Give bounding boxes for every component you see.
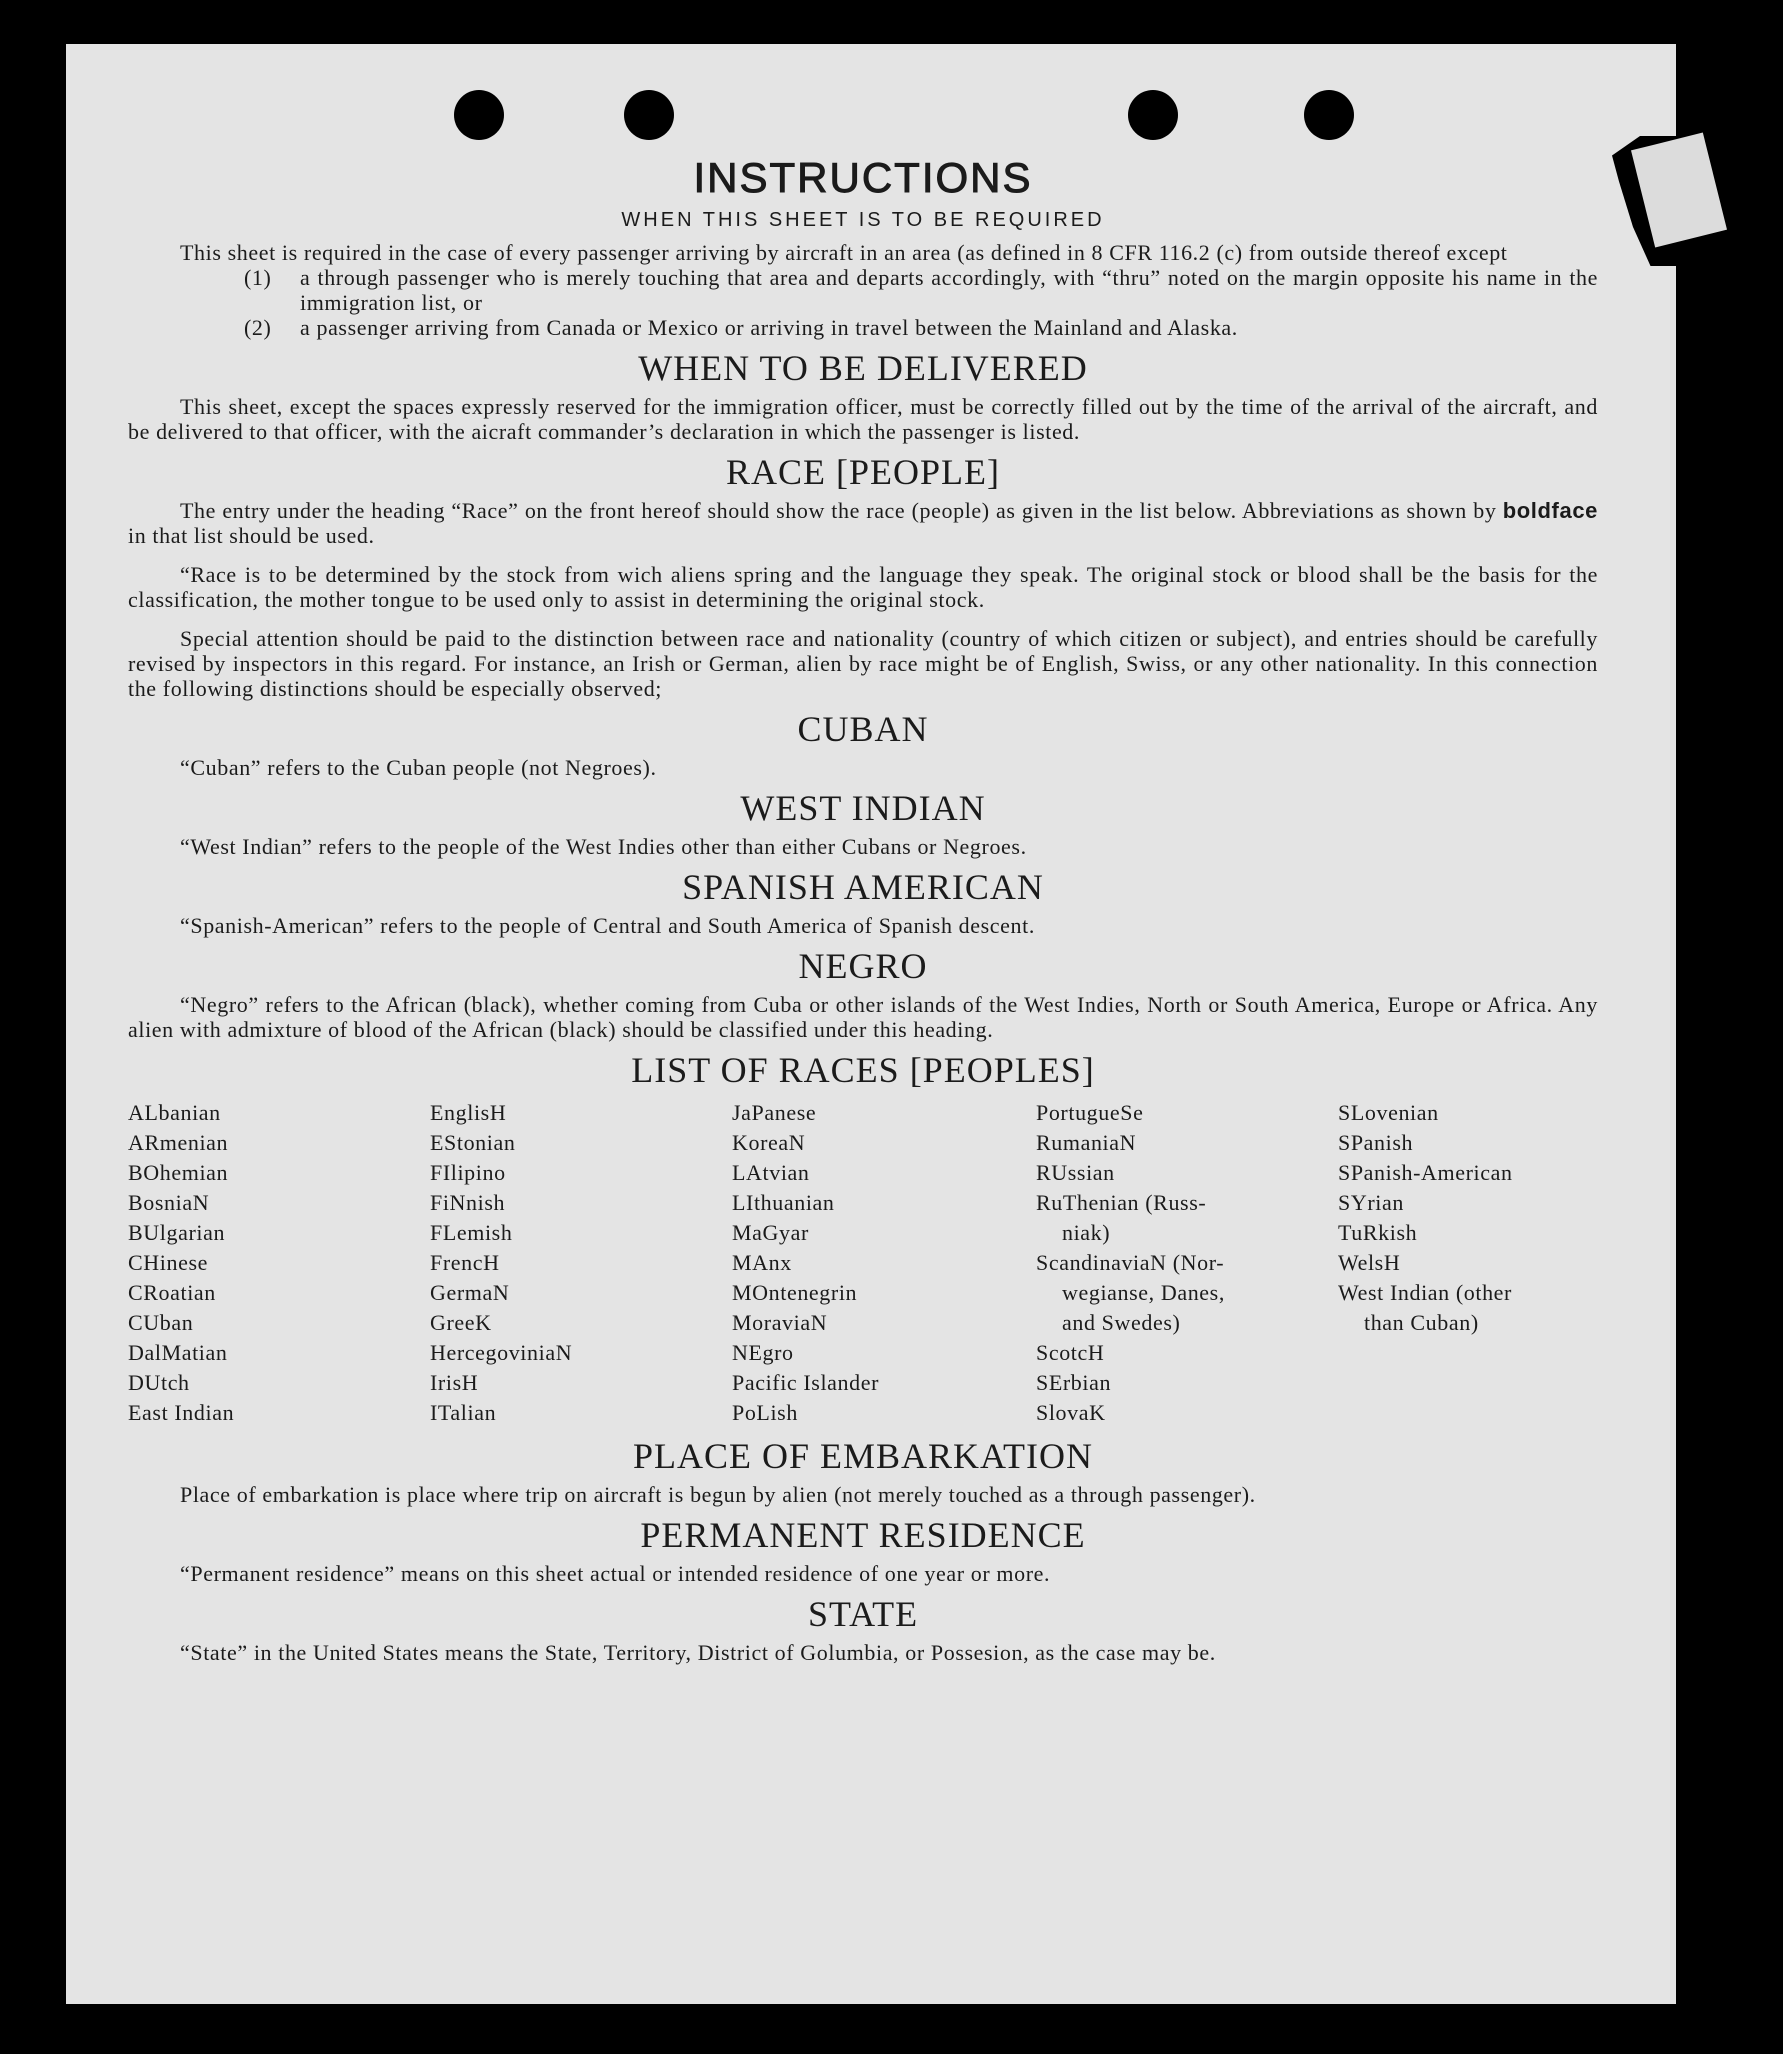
race-entry: niak) xyxy=(1062,1220,1111,1245)
race-entry: RumaniaN xyxy=(1036,1130,1137,1155)
race-column xyxy=(732,1098,1036,1428)
exception-item xyxy=(128,265,1598,315)
race-entry: DUtch xyxy=(128,1370,190,1395)
race-entry: TuRkish xyxy=(1338,1220,1418,1245)
section-heading-state: STATE xyxy=(807,1594,919,1634)
race-entry: JaPanese xyxy=(732,1100,817,1125)
punch-hole xyxy=(1304,90,1354,140)
race-entry: BUlgarian xyxy=(128,1220,226,1245)
west-indian-paragraph: “West Indian” refers to the people of the West Indies other than either Cubans or Negroes. xyxy=(180,834,1027,859)
page-title: INSTRUCTIONS xyxy=(693,154,1033,201)
section-heading-list-of-races: LIST OF RACES [PEOPLES] xyxy=(631,1050,1095,1090)
race-entry: ITalian xyxy=(430,1400,497,1425)
race-entry: ScotcH xyxy=(1036,1340,1105,1365)
race-paragraph-3: Special attention should be paid to the distinction between race and nationality (country of which citizen or subject), and entries should be carefully revised by inspectors in this regard. For instance, an Irish or German, alien by race might be of English, Swiss, or any other nationality. In this connection the following distinctions should be especially observed; xyxy=(128,626,1598,701)
subtitle: WHEN THIS SHEET IS TO BE REQUIRED xyxy=(621,209,1105,231)
race-entry: MaGyar xyxy=(732,1220,809,1245)
negro-paragraph: “Negro” refers to the African (black), whether coming from Cuba or other islands of the West Indies, North or South America, Europe or Africa. Any alien with admixture of blood of the African (black) should be classified under this heading. xyxy=(128,992,1598,1042)
section-heading-spanish-american: SPANISH AMERICAN xyxy=(682,867,1044,907)
cuban-paragraph: “Cuban” refers to the Cuban people (not Negroes). xyxy=(180,755,657,780)
race-entry: PoLish xyxy=(732,1400,798,1425)
race-entry: SYrian xyxy=(1338,1190,1404,1215)
race-entry: RUssian xyxy=(1036,1160,1115,1185)
race-entry: SlovaK xyxy=(1036,1400,1106,1425)
race-entry: KoreaN xyxy=(732,1130,806,1155)
intro-paragraph: This sheet is required in the case of every passenger arriving by aircraft in an area (as defined in 8 CFR 116.2 (c) from outside thereof except xyxy=(180,240,1508,265)
item-number: (1) xyxy=(244,265,272,290)
spanish-american-paragraph: “Spanish-American” refers to the people of Central and South America of Spanish descent. xyxy=(180,913,1035,938)
race-entry: CHinese xyxy=(128,1250,208,1275)
item-text: a passenger arriving from Canada or Mexico or arriving in travel between the Mainland and Alaska. xyxy=(300,315,1238,340)
race-list xyxy=(128,1098,1598,1428)
race-entry: HercegoviniaN xyxy=(430,1340,573,1365)
section-heading-race: RACE [PEOPLE] xyxy=(726,452,1000,492)
item-number: (2) xyxy=(244,315,272,340)
race-entry: wegianse, Danes, xyxy=(1062,1280,1225,1305)
race-entry: LIthuanian xyxy=(732,1190,835,1215)
race-column xyxy=(1338,1098,1598,1428)
race-entry: DalMatian xyxy=(128,1340,228,1365)
race-entry: MOntenegrin xyxy=(732,1280,858,1305)
race-entry: GreeK xyxy=(430,1310,492,1335)
race-entry: ALbanian xyxy=(128,1100,221,1125)
race-paragraph-2: “Race is to be determined by the stock from wich aliens spring and the language they speak. The original stock or blood shall be the basis for the classification, the mother tongue to be used only to assist in determining the original stock. xyxy=(128,562,1598,612)
race-entry: CUban xyxy=(128,1310,194,1335)
race-entry: SLovenian xyxy=(1338,1100,1439,1125)
race-entry: RuThenian (Russ- xyxy=(1036,1190,1207,1215)
race-entry: LAtvian xyxy=(732,1160,810,1185)
race-entry: ScandinaviaN (Nor- xyxy=(1036,1250,1225,1275)
race-entry: ARmenian xyxy=(128,1130,229,1155)
race-entry: FLemish xyxy=(430,1220,513,1245)
race-entry: BosniaN xyxy=(128,1190,210,1215)
race-entry: SPanish xyxy=(1338,1130,1414,1155)
race-entry: CRoatian xyxy=(128,1280,216,1305)
race-entry: EStonian xyxy=(430,1130,516,1155)
race-entry: FIlipino xyxy=(430,1160,506,1185)
race-entry: West Indian (other xyxy=(1338,1280,1512,1305)
section-heading-west-indian: WEST INDIAN xyxy=(740,788,986,828)
residence-paragraph: “Permanent residence” means on this sheet actual or intended residence of one year or more. xyxy=(180,1561,1051,1586)
section-heading-embarkation: PLACE OF EMBARKATION xyxy=(632,1436,1094,1476)
race-column xyxy=(1036,1098,1338,1428)
punch-hole xyxy=(454,90,504,140)
section-heading-delivered: WHEN TO BE DELIVERED xyxy=(638,348,1088,388)
race-column xyxy=(430,1098,732,1428)
race-entry: SPanish-American xyxy=(1338,1160,1513,1185)
race-entry: IrisH xyxy=(430,1370,479,1395)
section-heading-negro: NEGRO xyxy=(798,946,928,986)
item-text: a through passenger who is merely touching that area and departs accordingly, with “thru” noted on the margin opposite his name in the immigration list, or xyxy=(300,265,1598,315)
race-entry: FiNnish xyxy=(430,1190,506,1215)
race-entry: NEgro xyxy=(732,1340,794,1365)
race-entry: and Swedes) xyxy=(1062,1310,1181,1335)
race-entry: MAnx xyxy=(732,1250,792,1275)
embarkation-paragraph: Place of embarkation is place where trip on aircraft is begun by alien (not merely touched as a through passenger). xyxy=(180,1482,1256,1507)
race-column xyxy=(128,1098,430,1428)
race-entry: FrencH xyxy=(430,1250,500,1275)
race-entry: WelsH xyxy=(1338,1250,1401,1275)
instructions-content xyxy=(128,154,1598,1665)
punch-hole xyxy=(1128,90,1178,140)
race-entry: MoraviaN xyxy=(732,1310,828,1335)
race-entry: SErbian xyxy=(1036,1370,1112,1395)
race-entry: East Indian xyxy=(128,1400,235,1425)
race-entry: EnglisH xyxy=(430,1100,507,1125)
section-heading-residence: PERMANENT RESIDENCE xyxy=(640,1515,1086,1555)
state-paragraph: “State” in the United States means the State, Territory, District of Golumbia, or Possesion, as the case may be. xyxy=(180,1640,1216,1665)
race-entry: Pacific Islander xyxy=(732,1370,880,1395)
race-paragraph-1: The entry under the heading “Race” on the front hereof should show the race (people) as given in the list below. Abbreviations as shown by boldface in that list should be used. xyxy=(128,498,1598,548)
exception-item xyxy=(128,315,1598,340)
race-entry: GermaN xyxy=(430,1280,510,1305)
punch-hole xyxy=(624,90,674,140)
race-entry: PortugueSe xyxy=(1036,1100,1144,1125)
race-entry: than Cuban) xyxy=(1364,1310,1479,1335)
document-sheet xyxy=(66,44,1676,2004)
race-entry: BOhemian xyxy=(128,1160,229,1185)
delivered-paragraph: This sheet, except the spaces expressly reserved for the immigration officer, must be correctly filled out by the time of the arrival of the aircraft, and be delivered to that officer, with the aicraft commander’s declaration in which the passenger is listed. xyxy=(128,394,1598,444)
section-heading-cuban: CUBAN xyxy=(797,709,929,749)
